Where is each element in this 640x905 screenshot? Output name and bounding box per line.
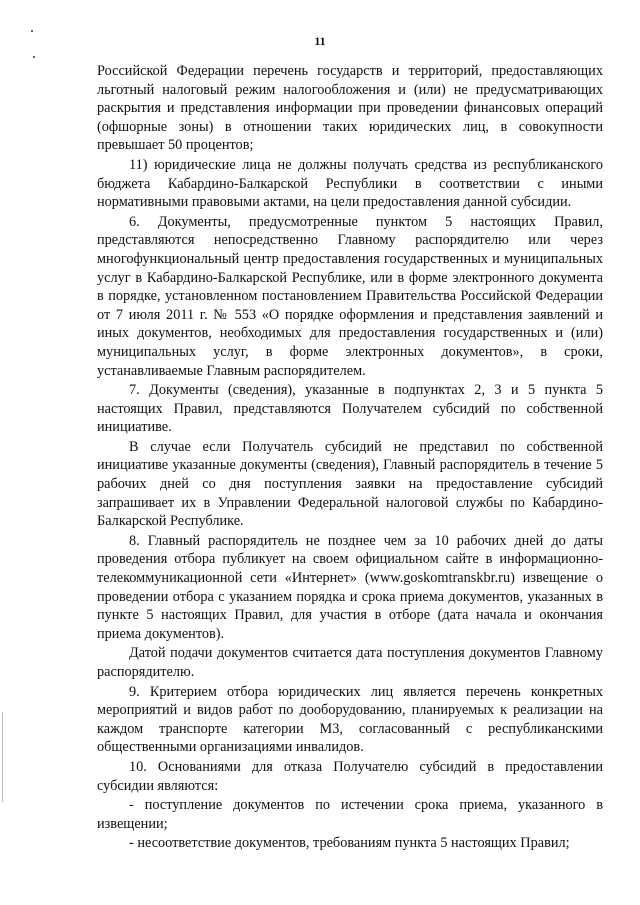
paragraph-section-6: 6. Документы, предусмотренные пунктом 5 настоящих Правил, представляются непосредственно Главному распорядителю или через многофункциональный центр предоставления государственных и муниципальных услуг в Кабардино-Балкарской Республике, или в форме электронного документа в порядке, установленном постановлением Правительства Российской Федерации от 7 июля 2011 г. № 553 «О порядке оформления и представления заявлений и иных документов, необходимых для предоставления государственных и (или) муниципальных услуг, в форме электронных документов», в сроки, устанавливаемые Главным распорядителем. <box>97 213 603 379</box>
paragraph-section-10: 10. Основаниями для отказа Получателю субсидий в предоставлении субсидии являются: <box>97 758 603 794</box>
document-body <box>97 62 603 853</box>
paragraph-request-documents: В случае если Получатель субсидий не представил по собственной инициативе указанные документы (сведения), Главный распорядитель в течение 5 рабочих дней со дня поступления заявки на предоставление субсидий запрашивает их в Управлении Федеральной налоговой службы по Кабардино-Балкарской Республике. <box>97 438 603 530</box>
paragraph-section-7: 7. Документы (сведения), указанные в подпунктах 2, 3 и 5 пункта 5 настоящих Правил, представляются Получателем субсидий по собственной инициативе. <box>97 382 603 436</box>
scan-speck <box>33 56 35 58</box>
paragraph-offshore-continuation: Российской Федерации перечень государств и территорий, предоставляющих льготный налоговый режим налогообложения и (или) не предусматривающих раскрытия и представления информации при проведении финансовых операций (офшорные зоны) в отношении таких юридических лиц, в совокупности превышает 50 процентов; <box>97 63 603 154</box>
paragraph-item-11: 11) юридические лица не должны получать средства из республиканского бюджета Кабардино-Балкарской Республики в соответствии с иными нормативными правовыми актами, на цели предоставления данной субсидии. <box>97 156 603 211</box>
list-item-late-submission: - поступление документов по истечении срока приема, указанного в извещении; <box>97 797 603 832</box>
paragraph-section-9: 9. Критерием отбора юридических лиц является перечень конкретных мероприятий и видов работ по дооборудованию, планируемых к реализации на каждом транспорте категории М3, согласованный с республиканскими общественными организациями инвалидов. <box>97 683 603 756</box>
page-number: 11 <box>314 34 326 48</box>
list-item-noncompliance: - несоответствие документов, требованиям пункта 5 настоящих Правил; <box>129 835 570 852</box>
paragraph-submission-date: Датой подачи документов считается дата поступления документов Главному распорядителю. <box>97 645 603 680</box>
scan-speck <box>31 30 33 32</box>
scan-edge-mark <box>2 712 3 802</box>
paragraph-section-8: 8. Главный распорядитель не позднее чем за 10 рабочих дней до даты проведения отбора публикует на своем официальном сайте в информационно-телекоммуникационной сети «Интернет» (www.goskomtranskbr.ru) извещение о проведении отбора с указанием порядка и срока приема документов, указанных в пункте 5 настоящих Правил, для участия в отборе (дата начала и окончания приема документов). <box>97 532 603 642</box>
